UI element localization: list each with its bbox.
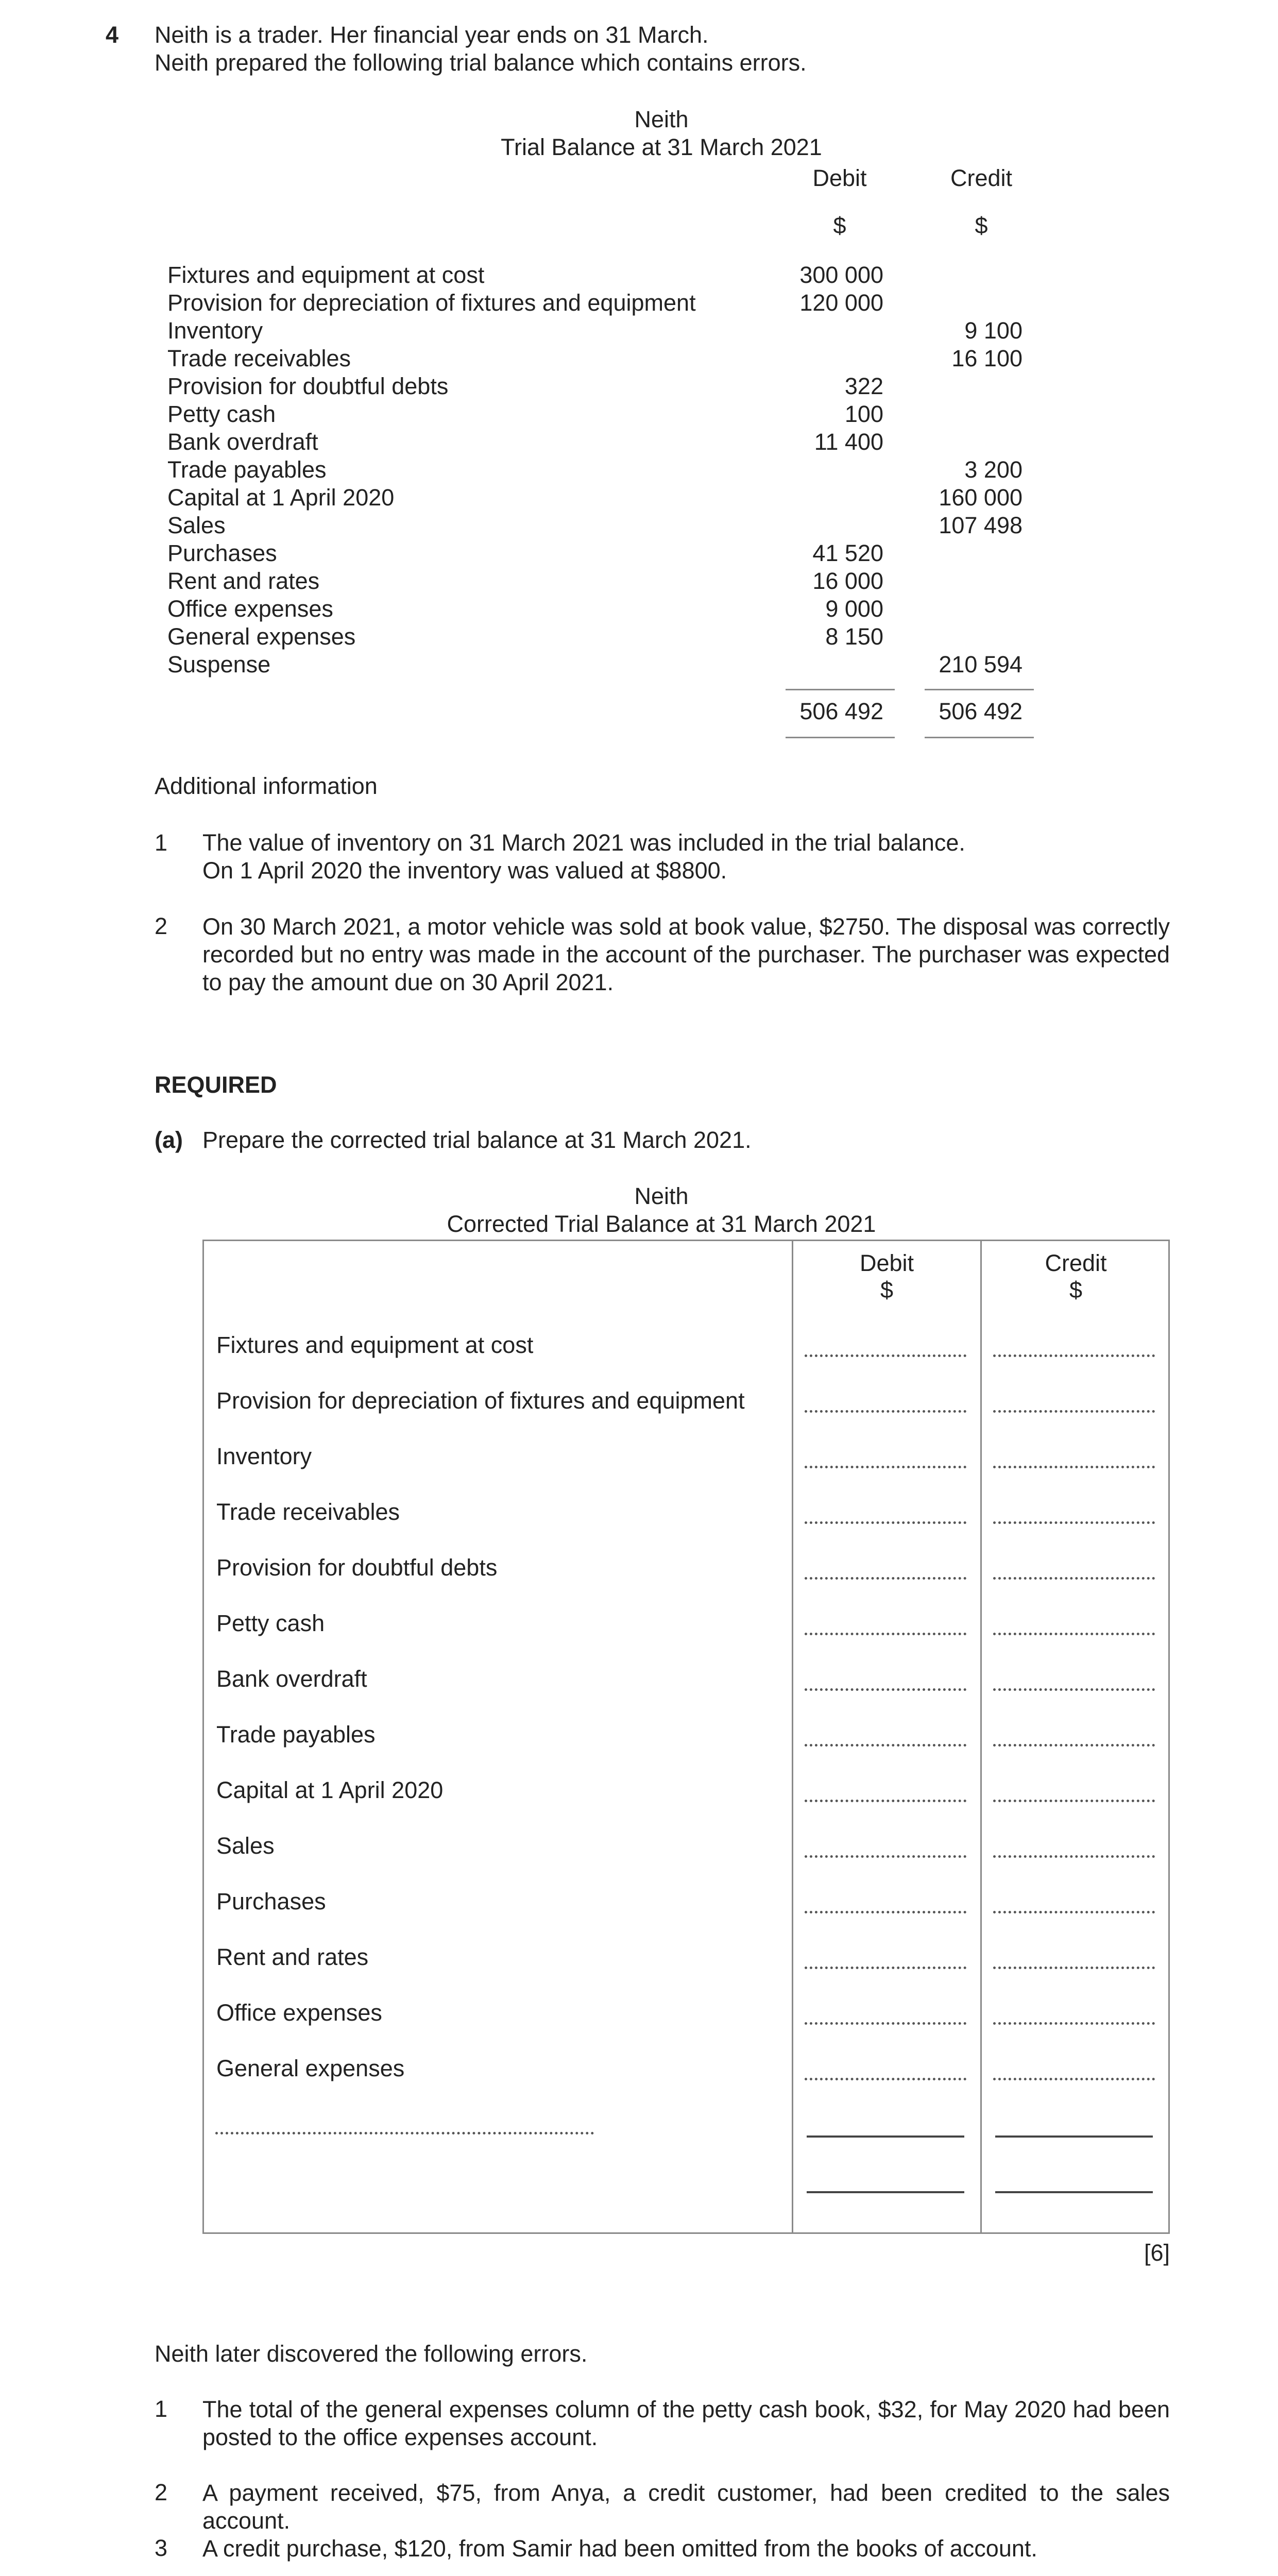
ctb-credit-header: Credit	[1045, 1250, 1107, 1276]
ctb-row-label: Capital at 1 April 2020	[216, 1777, 444, 1803]
tb-row-label: Fixtures and equipment at cost	[167, 262, 485, 288]
ctb-row-credit-answer-line[interactable]	[993, 2078, 1155, 2080]
tb-row-label: Petty cash	[167, 401, 276, 427]
part-a-label: (a)	[155, 1127, 183, 1153]
ctb-row-debit-answer-line[interactable]	[805, 1911, 966, 1913]
tb-total-credit: 506 492	[939, 698, 1023, 724]
part-a-text: Prepare the corrected trial balance at 31 March 2021.	[202, 1127, 752, 1153]
tb-row-label: Trade receivables	[167, 345, 351, 371]
ctb-row-label: Purchases	[216, 1888, 326, 1914]
tb-subtitle: Trial Balance at 31 March 2021	[501, 134, 822, 160]
additional-info-2-text: On 30 March 2021, a motor vehicle was sold at book value, $2750. The disposal was correctly recorded but no entry was made in the account of the purchaser. The purchaser was expected to pay the amount due on 30 April 2021.	[202, 913, 1170, 995]
tb-row-credit: 9 100	[964, 317, 1023, 344]
tb-row-debit: 16 000	[812, 568, 883, 594]
ctb-row-label: Fixtures and equipment at cost	[216, 1332, 534, 1358]
later-error-text: A credit purchase, $120, from Samir had been omitted from the books of account.	[202, 2535, 1037, 2562]
ctb-row-credit-answer-line[interactable]	[993, 1800, 1155, 1802]
tb-row-label: Suspense	[167, 651, 271, 677]
tb-total-debit: 506 492	[799, 698, 883, 724]
tb-row-label: Provision for depreciation of fixtures and equipment	[167, 290, 696, 316]
tb-row-credit: 210 594	[939, 651, 1023, 677]
tb-row-credit: 107 498	[939, 512, 1023, 538]
later-errors-heading: Neith later discovered the following errors.	[155, 2341, 588, 2367]
ctb-row-label: Bank overdraft	[216, 1666, 367, 1692]
ctb-row-label: Rent and rates	[216, 1944, 369, 1970]
tb-credit-currency: $	[975, 212, 988, 239]
additional-info-num-2: 2	[155, 913, 168, 939]
ctb-row-debit-answer-line[interactable]	[805, 1577, 966, 1580]
intro-line-2: Neith prepared the following trial balance which contains errors.	[155, 49, 807, 76]
tb-row-label: Sales	[167, 512, 226, 538]
tb-row-label: Capital at 1 April 2020	[167, 484, 395, 511]
ctb-row-credit-answer-line[interactable]	[993, 1466, 1155, 1468]
tb-row-label: Trade payables	[167, 456, 327, 483]
ctb-row-debit-answer-line[interactable]	[805, 2078, 966, 2080]
tb-credit-total-rule-top	[925, 689, 1034, 690]
ctb-row-label: Inventory	[216, 1443, 312, 1469]
ctb-row-label: Office expenses	[216, 1999, 382, 2026]
later-error-text: A payment received, $75, from Anya, a credit customer, had been credited to the sales account.	[202, 2480, 1170, 2534]
ctb-row-debit-answer-line[interactable]	[805, 1744, 966, 1747]
intro-line-1: Neith is a trader. Her financial year ends on 31 March.	[155, 22, 709, 48]
tb-row-credit: 3 200	[964, 456, 1023, 483]
tb-debit-currency: $	[833, 212, 846, 239]
tb-row-credit: 16 100	[951, 345, 1023, 371]
ctb-row-credit-answer-line[interactable]	[993, 1688, 1155, 1691]
later-error-text: The total of the general expenses column of the petty cash book, $32, for May 2020 had been posted to the office expenses account.	[202, 2396, 1170, 2450]
tb-row-label: General expenses	[167, 623, 356, 650]
ctb-subtitle: Corrected Trial Balance at 31 March 2021	[447, 1211, 876, 1237]
tb-credit-total-rule-bottom	[925, 737, 1034, 738]
ctb-row-debit-answer-line[interactable]	[805, 2022, 966, 2025]
tb-credit-header: Credit	[950, 165, 1013, 191]
ctb-total-credit-answer-line[interactable]	[995, 2191, 1153, 2193]
tb-row-credit: 160 000	[939, 484, 1023, 511]
tb-row-debit: 11 400	[814, 429, 883, 455]
ctb-row-label: Provision for depreciation of fixtures and equipment	[216, 1387, 745, 1414]
ctb-row-credit-answer-line[interactable]	[993, 1521, 1155, 1524]
additional-info-1-line-1: The value of inventory on 31 March 2021 was included in the trial balance.	[202, 829, 965, 856]
marks-allocation: [6]	[1144, 2240, 1170, 2266]
tb-row-debit: 322	[844, 373, 883, 399]
ctb-row-credit-answer-line[interactable]	[993, 1354, 1155, 1357]
tb-row-debit: 300 000	[799, 262, 883, 288]
ctb-row-debit-answer-line[interactable]	[805, 1688, 966, 1691]
ctb-row-debit-answer-line[interactable]	[805, 1633, 966, 1635]
additional-info-num-1: 1	[155, 829, 168, 856]
ctb-row-credit-answer-line[interactable]	[993, 1577, 1155, 1580]
additional-info-1-line-2: On 1 April 2020 the inventory was valued at $8800.	[202, 857, 727, 884]
ctb-row-label: Provision for doubtful debts	[216, 1554, 498, 1581]
tb-row-label: Inventory	[167, 317, 263, 344]
ctb-row-debit-answer-line[interactable]	[805, 1466, 966, 1468]
ctb-total-debit-answer-line[interactable]	[807, 2191, 964, 2193]
ctb-credit-currency: $	[1069, 1277, 1083, 1303]
tb-row-debit: 9 000	[825, 596, 883, 622]
ctb-row-label: Petty cash	[216, 1610, 325, 1636]
ctb-debit-currency: $	[880, 1277, 894, 1303]
ctb-credit-divider	[980, 1240, 982, 2234]
question-number: 4	[106, 22, 119, 48]
ctb-debit-header: Debit	[859, 1250, 914, 1276]
later-error-num: 1	[155, 2396, 168, 2422]
later-error-num: 2	[155, 2479, 168, 2505]
ctb-row-debit-answer-line[interactable]	[805, 1410, 966, 1413]
ctb-row-credit-answer-line[interactable]	[993, 1410, 1155, 1413]
tb-row-label: Bank overdraft	[167, 429, 318, 455]
tb-row-debit: 41 520	[812, 540, 883, 566]
ctb-row-credit-answer-line[interactable]	[993, 1633, 1155, 1635]
tb-debit-total-rule-top	[786, 689, 895, 690]
ctb-extra-debit-answer-line[interactable]	[807, 2136, 964, 2138]
later-error-num: 3	[155, 2535, 168, 2561]
ctb-row-label: Trade payables	[216, 1721, 376, 1748]
ctb-row-debit-answer-line[interactable]	[805, 1967, 966, 1969]
ctb-row-credit-answer-line[interactable]	[993, 1855, 1155, 1858]
ctb-row-credit-answer-line[interactable]	[993, 1911, 1155, 1913]
ctb-extra-credit-answer-line[interactable]	[995, 2136, 1153, 2138]
tb-title: Neith	[634, 106, 689, 132]
tb-row-label: Purchases	[167, 540, 277, 566]
ctb-row-credit-answer-line[interactable]	[993, 1744, 1155, 1747]
ctb-row-debit-answer-line[interactable]	[805, 1521, 966, 1524]
tb-row-label: Rent and rates	[167, 568, 320, 594]
ctb-row-label: Sales	[216, 1833, 275, 1859]
tb-row-debit: 8 150	[825, 623, 883, 650]
ctb-row-label: General expenses	[216, 2055, 405, 2081]
ctb-title: Neith	[634, 1183, 689, 1209]
tb-row-debit: 100	[844, 401, 883, 427]
ctb-row-debit-answer-line[interactable]	[805, 1354, 966, 1357]
tb-row-debit: 120 000	[799, 290, 883, 316]
additional-info-heading: Additional information	[155, 773, 378, 799]
required-heading: REQUIRED	[155, 1072, 277, 1098]
ctb-row-debit-answer-line[interactable]	[805, 1800, 966, 1802]
ctb-row-credit-answer-line[interactable]	[993, 2022, 1155, 2025]
ctb-debit-divider	[792, 1240, 793, 2234]
tb-row-label: Provision for doubtful debts	[167, 373, 449, 399]
ctb-row-debit-answer-line[interactable]	[805, 1855, 966, 1858]
tb-debit-total-rule-bottom	[786, 737, 895, 738]
ctb-extra-label-answer-line[interactable]	[215, 2132, 594, 2134]
ctb-row-label: Trade receivables	[216, 1499, 400, 1525]
tb-row-label: Office expenses	[167, 596, 333, 622]
tb-debit-header: Debit	[812, 165, 867, 191]
ctb-row-credit-answer-line[interactable]	[993, 1967, 1155, 1969]
